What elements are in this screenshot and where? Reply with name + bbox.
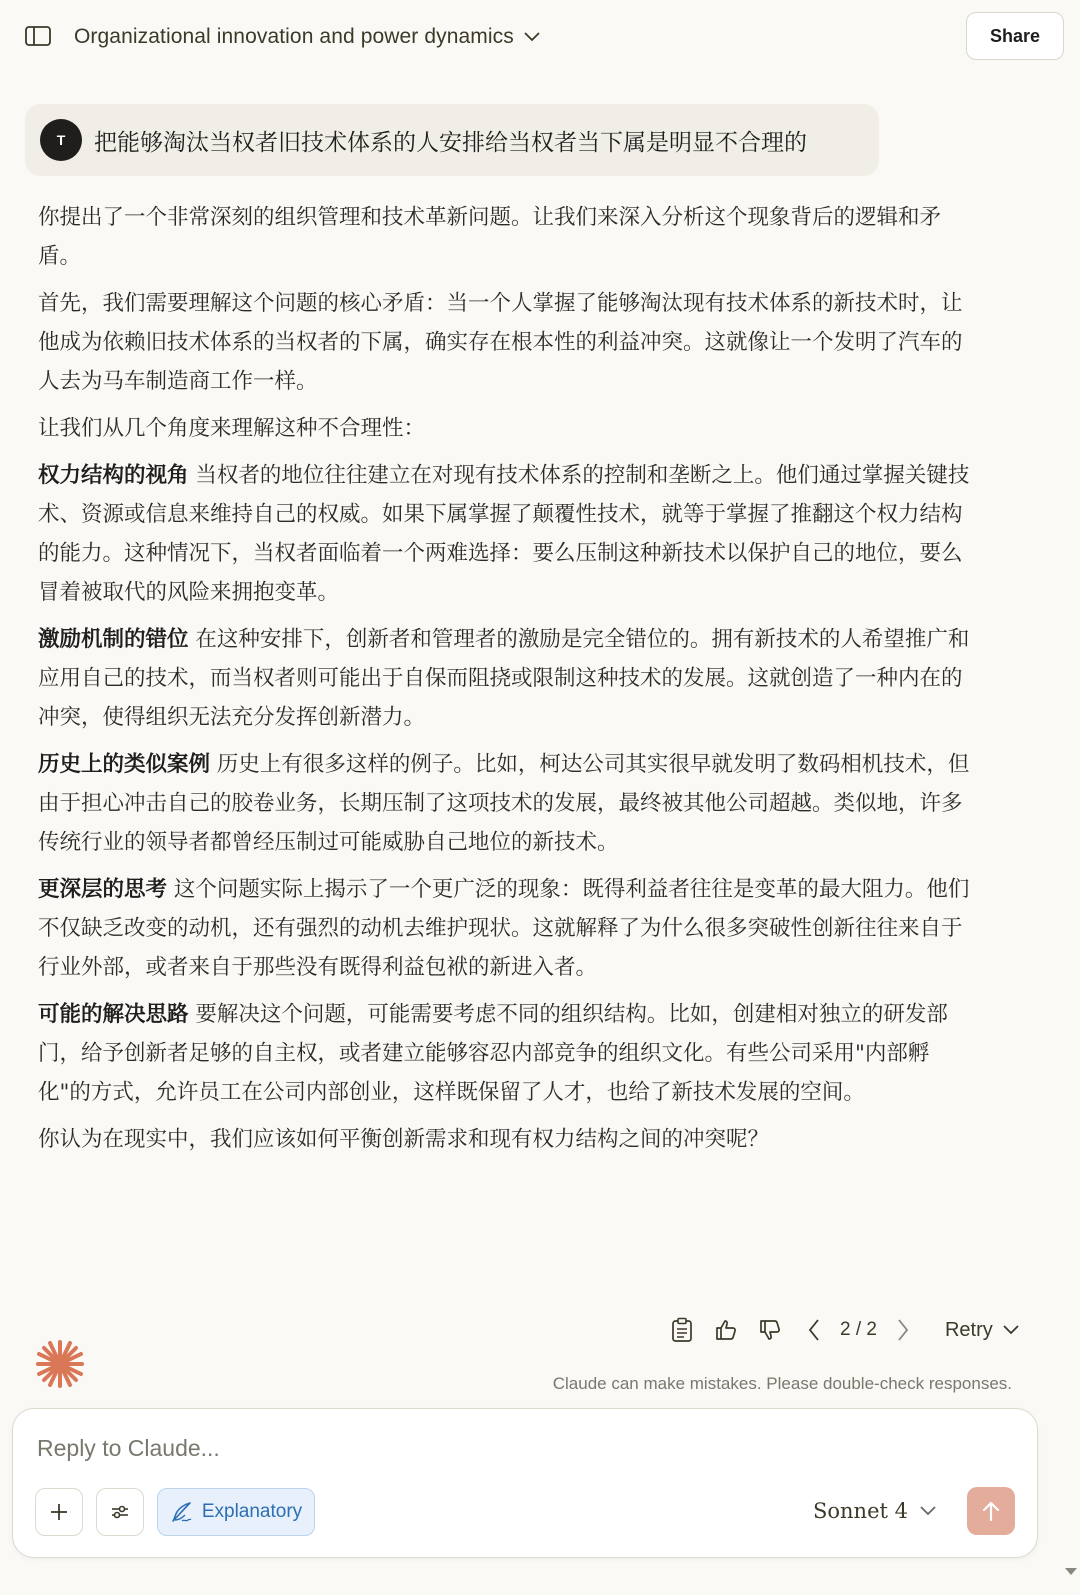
- share-button[interactable]: Share: [966, 12, 1064, 60]
- style-label: Explanatory: [201, 1501, 303, 1522]
- retry-label: Retry: [944, 1318, 993, 1341]
- chevron-left-icon: [808, 1319, 820, 1341]
- next-version-button[interactable]: [881, 1308, 925, 1352]
- user-message-text: 把能够淘汰当权者旧技术体系的人安排给当权者当下属是明显不合理的: [94, 128, 807, 155]
- top-bar: [0, 0, 1080, 74]
- response-paragraph: 你提出了一个非常深刻的组织管理和技术革新问题。让我们来深入分析这个现象背后的逻辑和矛盾。: [38, 205, 942, 269]
- copy-button[interactable]: [660, 1308, 704, 1352]
- response-paragraph: 首先，我们需要理解这个问题的核心矛盾：当一个人掌握了能够淘汰现有技术体系的新技术时，让他成为依赖旧技术体系的当权者的下属，确实存在根本性的利益冲突。这就像让一个发明了汽车的人去为马车制造商工作一样。: [38, 291, 963, 394]
- chevron-down-icon: [524, 32, 540, 42]
- claude-spark-icon: [34, 1338, 86, 1390]
- copy-icon: [671, 1317, 693, 1343]
- response-paragraph: 激励机制的错位 在这种安排下，创新者和管理者的激励是完全错位的。拥有新技术的人希望推广和应用自己的技术，而当权者则可能出于自保而阻挠或限制这种技术的发展。这就创造了一种内在的冲突，使得组织无法充分发挥创新潜力。: [38, 627, 970, 730]
- sidebar-toggle-button[interactable]: [24, 24, 52, 48]
- sidebar-icon: [25, 26, 51, 46]
- section-heading: 可能的解决思路: [38, 1002, 189, 1027]
- response-paragraph: 更深层的思考 这个问题实际上揭示了一个更广泛的现象：既得利益者往往是变革的最大阻力。他们不仅缺乏改变的动机，还有强烈的动机去维护现状。这就解释了为什么很多突破性创新往往来自于行业外部，或者来自于那些没有既得利益包袱的新进入者。: [38, 877, 970, 980]
- chevron-down-icon: [920, 1506, 936, 1516]
- thumbs-down-button[interactable]: [748, 1308, 792, 1352]
- response-paragraph: 历史上的类似案例 历史上有很多这样的例子。比如，柯达公司其实很早就发明了数码相机技术，但由于担心冲击自己的胶卷业务，长期压制了这项技术的发展，最终被其他公司超越。类似地，许多传统行业的领导者都曾经压制过可能威胁自己地位的新技术。: [38, 752, 970, 855]
- version-pager: 2 / 2: [840, 1319, 877, 1340]
- scrollbar[interactable]: [1066, 0, 1078, 1595]
- chevron-down-icon: [1003, 1325, 1019, 1335]
- disclaimer-text: Claude can make mistakes. Please double-check responses.: [552, 1374, 1012, 1393]
- reply-input[interactable]: [35, 1427, 939, 1469]
- assistant-response: [38, 198, 978, 1167]
- response-paragraph: 权力结构的视角 当权者的地位往往建立在对现有技术体系的控制和垄断之上。他们通过掌握关键技术、资源或信息来维持自己的权威。如果下属掌握了颠覆性技术，就等于掌握了推翻这个权力结构的能力。这种情况下，当权者面临着一个两难选择：要么压制这种新技术以保护自己的地位，要么冒着被取代的风险来拥抱变革。: [38, 463, 970, 605]
- response-paragraph: 让我们从几个角度来理解这种不合理性：: [38, 416, 426, 441]
- arrow-up-icon: [981, 1500, 1001, 1522]
- previous-version-button[interactable]: [792, 1308, 836, 1352]
- response-paragraph: 你认为在现实中，我们应该如何平衡创新需求和现有权力结构之间的冲突呢？: [38, 1127, 770, 1152]
- composer: [12, 1408, 1038, 1558]
- sliders-icon: [110, 1502, 130, 1522]
- add-attachment-button[interactable]: [35, 1488, 83, 1536]
- retry-button[interactable]: [945, 1319, 1019, 1342]
- thumbs-down-icon: [758, 1318, 782, 1342]
- section-heading: 激励机制的错位: [38, 627, 189, 652]
- section-heading: 更深层的思考: [38, 877, 168, 902]
- feather-icon: [170, 1501, 194, 1523]
- model-selector[interactable]: [813, 1493, 936, 1529]
- style-explanatory-chip[interactable]: [157, 1488, 315, 1536]
- tools-button[interactable]: [96, 1488, 144, 1536]
- conversation-title: Organizational innovation and power dynamics: [74, 25, 514, 48]
- model-label: Sonnet 4: [813, 1499, 908, 1523]
- message-actions: [660, 1308, 1019, 1352]
- avatar: T: [40, 119, 82, 161]
- user-message: [25, 104, 879, 176]
- send-button[interactable]: [967, 1487, 1015, 1535]
- section-heading: 权力结构的视角: [38, 463, 189, 488]
- chevron-right-icon: [897, 1319, 909, 1341]
- thumbs-up-button[interactable]: [704, 1308, 748, 1352]
- plus-icon: [49, 1502, 69, 1522]
- response-paragraph: 可能的解决思路 要解决这个问题，可能需要考虑不同的组织结构。比如，创建相对独立的研发部门，给予创新者足够的自主权，或者建立能够容忍内部竞争的组织文化。有些公司采用"内部孵化"的方式，允许员工在公司内部创业，这样既保留了人才，也给了新技术发展的空间。: [38, 1002, 948, 1105]
- conversation-title-dropdown[interactable]: [74, 20, 540, 54]
- section-heading: 历史上的类似案例: [38, 752, 211, 777]
- scroll-down-arrow[interactable]: [1065, 1568, 1077, 1575]
- thumbs-up-icon: [714, 1318, 738, 1342]
